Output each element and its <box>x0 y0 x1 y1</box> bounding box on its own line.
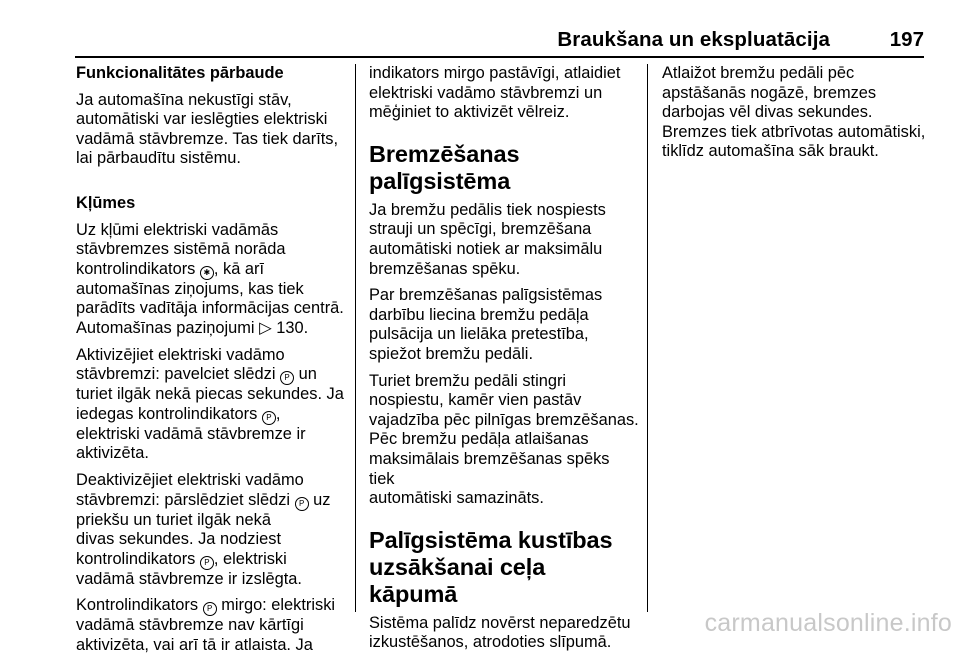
brake-assist-paragraph-2: Par bremzēšanas palīgsistēmas darbību liecina bremžu pedāļa pulsācija un lielāka pretestība, spiežot bremžu pedāli. <box>369 286 603 363</box>
parking-brake-switch-icon: P <box>280 371 294 385</box>
column-divider-right <box>647 64 648 612</box>
column-divider-left <box>355 64 356 612</box>
text-run: , elektriski vadāmā stāvbremze ir izslēgta. <box>76 549 302 588</box>
header-title: Braukšana un ekspluatācija <box>557 28 830 51</box>
brake-assist-paragraph-1: Ja bremžu pedālis tiek nospiests strauji un spēcīgi, bremzēšana automātiski notiek ar maksimālu bremzēšanas spēku. <box>369 200 606 278</box>
text-run: Aktivizējiet elektriski vadāmo stāvbremzi: pavelciet slēdzi <box>76 345 285 384</box>
text-run: Uz kļūmi elektriski vadāmās stāvbremzes sistēmā norāda kontrolindikators <box>76 220 286 278</box>
text-run: uz priekšu un turiet ilgāk nekā divas sekundes. Ja nodziest kontrolindikators <box>76 490 331 568</box>
header-rule <box>75 56 924 58</box>
faults-paragraph-4 <box>76 596 348 655</box>
column-3 <box>662 64 932 169</box>
text-run: Kontrolindikators <box>76 596 203 615</box>
heading-brake-assist: Bremzēšanas palīgsistēma <box>369 140 520 194</box>
parking-brake-switch-icon: P <box>295 497 309 511</box>
heading-hill-start-assist: Palīgsistēma kustības uzsākšanai ceļa kāpumā <box>369 526 613 607</box>
spacer <box>76 176 348 194</box>
parking-brake-fault-icon: ✱ <box>200 266 214 280</box>
heading-function-check: Funkcionalitātes pārbaude <box>76 64 284 82</box>
heading-faults: Kļūmes <box>76 193 136 212</box>
faults-paragraph-1 <box>76 221 348 339</box>
text-run: , elektriski vadāmā stāvbremze ir aktivizēta. <box>76 404 306 463</box>
page-header <box>0 0 960 60</box>
column-2 <box>369 64 639 660</box>
parking-brake-indicator-icon: P <box>200 556 214 570</box>
page-reference-arrow-icon: ▷ <box>259 318 277 337</box>
hill-start-paragraph-1: Sistēma palīdz novērst neparedzētu izkustēšanos, atrodoties slīpumā. <box>369 613 631 652</box>
text-run: Deaktivizējiet elektriski vadāmo stāvbremzi: pārslēdziet slēdzi <box>76 470 304 509</box>
faults-paragraph-3 <box>76 471 348 589</box>
page-number: 197 <box>889 28 924 51</box>
brake-assist-paragraph-3: Turiet bremžu pedāli stingri nospiestu, kamēr vien pastāv vajadzība pēc pilnīgas bremzēšanas. Pēc bremžu pedāļa atlaišanas maksimālais bremzēšanas spēks tiek automātiski samazināts. <box>369 371 639 508</box>
text-run: , kā arī automašīnas ziņojums, kas tiek parādīts vadītāja informācijas centrā. Automašīnas paziņojumi <box>76 259 344 337</box>
faults-paragraph-2 <box>76 346 348 464</box>
watermark: carmanualsonline.info <box>704 609 952 637</box>
column-1 <box>76 64 348 662</box>
function-check-text: Ja automašīna nekustīgi stāv, automātiski var ieslēgties elektriski vadāmā stāvbremze. Tas tiek darīts, lai pārbaudītu sistēmu. <box>76 90 339 168</box>
text-run: un turiet ilgāk nekā piecas sekundes. Ja iedegas kontrolindikators <box>76 365 344 423</box>
text-run: mirgo: elektriski vadāmā stāvbremze nav kārtīgi aktivizēta, vai arī tā ir atlaista. Ja <box>76 596 336 654</box>
page-reference: 130. <box>276 318 309 337</box>
parking-brake-indicator-icon: P <box>203 602 217 616</box>
hill-start-paragraph-2: Atlaižot bremžu pedāli pēc apstāšanās nogāzē, bremzes darbojas vēl divas sekundes. Bremzes tiek atbrīvotas automātiski, tiklīdz automašīna sāk braukt. <box>662 64 926 161</box>
parking-brake-indicator-icon: P <box>262 411 276 425</box>
faults-continuation: indikators mirgo pastāvīgi, atlaidiet elektriski vadāmo stāvbremzi un mēģiniet to aktivizēt vēlreiz. <box>369 64 621 122</box>
